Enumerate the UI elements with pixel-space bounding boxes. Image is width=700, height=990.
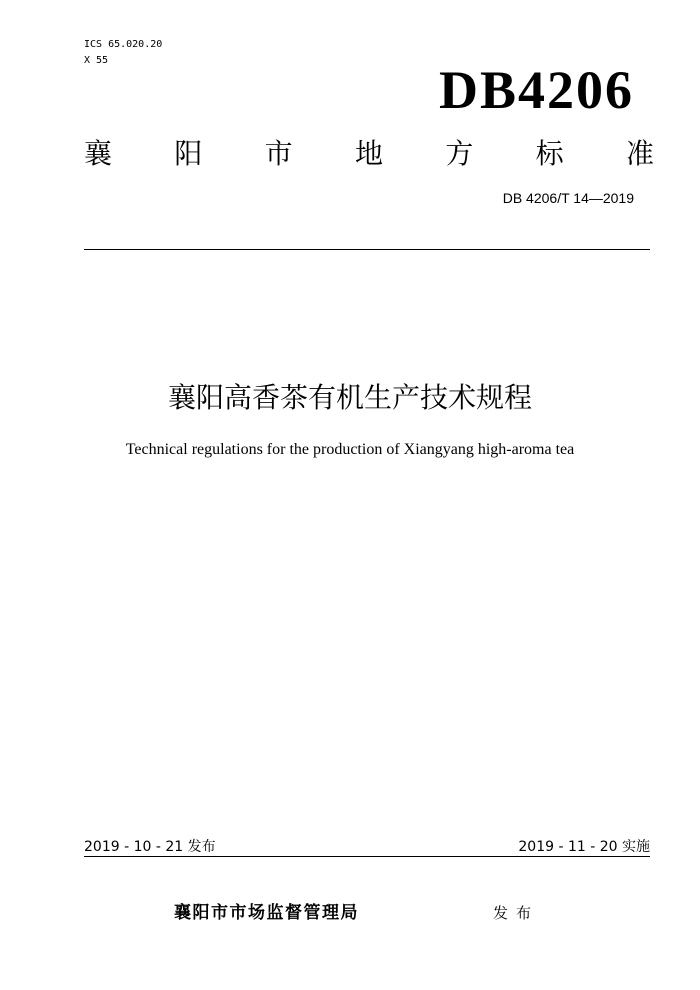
classification-code: X 55 — [84, 55, 109, 66]
standard-title-char: 准 — [625, 137, 654, 170]
implementation-date: 2019 - 11 - 20 实施 — [518, 839, 650, 855]
bottom-divider — [84, 856, 650, 857]
standard-title-char: 方 — [445, 137, 474, 170]
db-code: DB4206 — [438, 60, 634, 120]
standard-title-char: 标 — [535, 137, 564, 170]
standard-title-char: 襄 — [84, 137, 113, 170]
standard-title-char: 阳 — [174, 137, 203, 170]
top-divider — [84, 249, 650, 250]
issue-label: 发布 — [493, 904, 540, 922]
document-title-cn: 襄阳高香茶有机生产技术规程 — [167, 381, 532, 414]
ics-code: ICS 65.020.20 — [84, 39, 163, 50]
document-title-en: Technical regulations for the production of Xiangyang high-aroma tea — [125, 441, 575, 458]
standard-title — [84, 136, 654, 172]
standard-title-char: 地 — [354, 137, 383, 170]
issuer-name: 襄阳市市场监督管理局 — [174, 903, 359, 923]
standard-number: DB 4206/T 14—2019 — [502, 190, 634, 206]
issue-date: 2019 - 10 - 21 发布 — [84, 839, 216, 855]
standard-title-char: 市 — [264, 137, 293, 170]
